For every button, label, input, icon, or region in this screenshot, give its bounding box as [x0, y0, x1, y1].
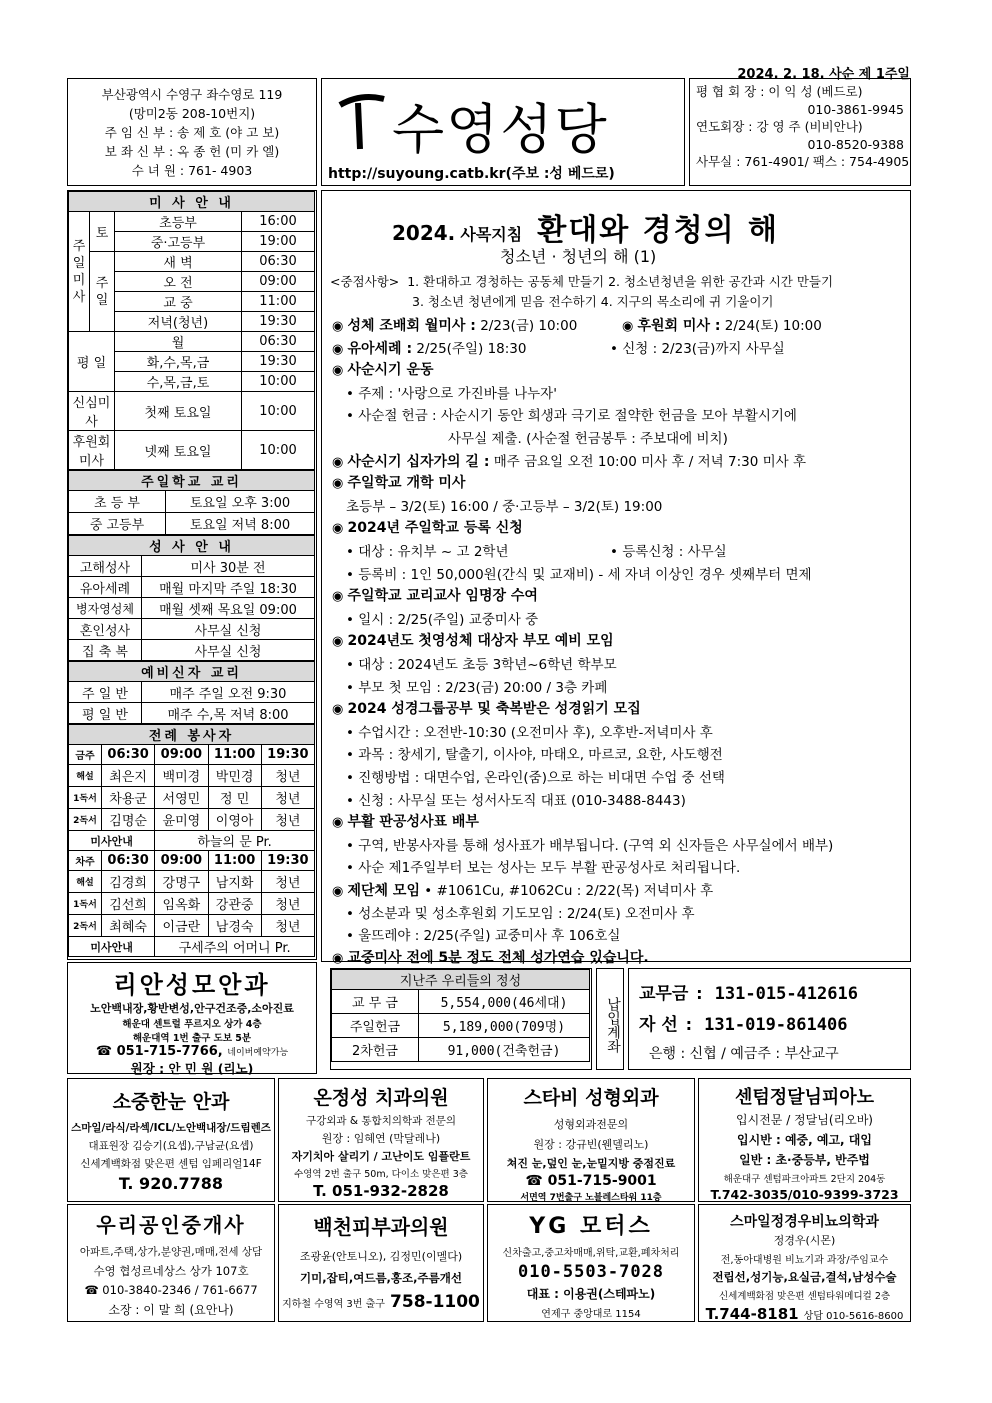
ad-line: 일반 : 초·중등부, 반주법: [739, 1153, 870, 1167]
notice-text: 매주 금요일 오전 10:00 미사 후 / 저녁 7:30 미사 후: [489, 453, 807, 470]
notice-heading: [332, 585, 538, 605]
offering-amount: 91,000(건축헌금): [419, 1038, 590, 1062]
time-header: 11:00: [208, 745, 261, 765]
notice-detail: [346, 495, 662, 515]
server-name: 청년: [261, 787, 314, 809]
ad-dermatology: [278, 1204, 484, 1322]
ad-dental: [278, 1078, 484, 1202]
ad-line: 조광윤(안토니오), 김정민(이멜다): [299, 1250, 463, 1263]
mass-time: 10:00: [242, 372, 315, 392]
catechumen-time: 매주 주일 오전 9:30: [142, 682, 315, 703]
offering-type: 2차헌금: [332, 1038, 419, 1062]
server-name: 청년: [261, 915, 314, 937]
ad-line: 대표 : 이용권(스테파노): [526, 1287, 656, 1301]
bullet-icon: ◉: [332, 319, 348, 334]
ad-realtor: [67, 1204, 275, 1322]
notice-text: • 등록비 : 1인 50,000원(간식 및 교재비) - 세 자녀 이상인 경우 셋째부터 면제: [346, 566, 812, 583]
server-name: 강관중: [208, 893, 261, 915]
ad-line: 서면역 7번출구 노블레스타워 11층: [520, 1193, 662, 1202]
ad-line: 아파트,주택,상가,분양권,매매,전세 상담: [79, 1246, 263, 1258]
server-name: 박민경: [208, 765, 261, 787]
office-contact: 사무실 : 761-4901/ 팩스 : 754-4905: [696, 154, 910, 169]
bullet-icon: ◉: [332, 521, 348, 537]
notice-text: • 대상 : 2024년도 초등 3학년~6학년 학부모: [346, 657, 617, 673]
pastor-info: 주 임 신 부 : 송 제 호 (야 고 보): [104, 125, 280, 140]
notice-heading: [332, 879, 713, 900]
notice-detail: [346, 653, 617, 673]
offering-amount: 5,554,000(46세대): [419, 990, 590, 1014]
school-time: 토요일 오후 3:00: [166, 491, 315, 513]
parish-url[interactable]: http://suyoung.catb.kr: [328, 166, 506, 182]
ad-line: 전,동아대병원 비뇨기과 과장/주임교수: [720, 1255, 889, 1266]
server-name: 청년: [261, 765, 314, 787]
clinic-title: 리안성모안과: [113, 971, 271, 999]
ad-line: 수영 협성르네상스 상가 107호: [93, 1264, 249, 1278]
notice-text: 2/24(토) 10:00: [720, 318, 822, 334]
ad-title: 스타비 성형외과: [523, 1087, 659, 1109]
ad-plastic-surgery: [487, 1078, 695, 1202]
server-name: 차용군: [102, 787, 155, 809]
guide-group: 하늘의 문 Pr.: [155, 831, 315, 851]
saturday-label: 토: [90, 212, 115, 252]
notice-detail: [346, 789, 686, 809]
mass-name: 화,수,목,금: [115, 352, 242, 372]
notice-text: • 일시 : 2/25(주일) 교중미사 중: [346, 611, 539, 628]
notice-detail: [346, 856, 740, 876]
notice-text: 2/23(금) 10:00: [475, 318, 578, 334]
notice-detail: [346, 721, 713, 741]
notice-detail: [346, 608, 538, 628]
notice-title: 2024 성경그룹공부 및 축복받은 성경읽기 모집: [347, 701, 641, 718]
notice-text: • 진행방법 : 대면수업, 온라인(줌)으로 하는 비대면 수업 중 선택: [346, 770, 725, 786]
ad-line: 전립선,성기능,요실금,결석,남성수술: [712, 1270, 897, 1284]
notice-text: • 수업시간 : 오전반-10:30 (오전미사 후), 오후반-저녁미사 후: [346, 724, 713, 741]
notice-title: 사순시기 운동: [347, 362, 434, 379]
liturgy-servers-table: [68, 724, 315, 957]
sacraments-table: [68, 535, 315, 661]
notice-text: • 등록신청 : 사무실: [610, 544, 727, 560]
notice-title: 교중미사 전에 5분 정도 전체 성가연습 있습니다.: [347, 949, 649, 966]
focus-label: <중점사항>: [330, 274, 400, 289]
catechumen-time: 매주 수,목 저녁 8:00: [142, 703, 315, 724]
clinic-services: 노안백내장,황반변성,안구건조증,소아진료: [90, 1002, 294, 1015]
ad-line: 정경우(시몬): [773, 1234, 836, 1247]
ad-line: 입시반 : 예중, 예고, 대입: [737, 1133, 872, 1147]
notice-detail: [346, 834, 833, 854]
bullet-icon: ◉: [622, 319, 638, 334]
bullet-icon: ◉: [332, 454, 348, 470]
ad-line: 자기치아 살리기 / 고난이도 임플란트: [291, 1150, 471, 1163]
ad-phone: 010-5503-7028: [517, 1262, 665, 1282]
notice-title: 2024년도 첫영성체 대상자 부모 예비 모임: [347, 633, 614, 650]
sunday-school-table: [68, 470, 315, 535]
ad-phone: T. 051-932-2828: [313, 1182, 449, 1200]
sacrament-name: 집 축 복: [69, 640, 142, 661]
ad-title: 온정성 치과의원: [313, 1087, 449, 1109]
mass-time: 16:00: [242, 212, 315, 232]
catechumen-table: [68, 661, 315, 724]
focus-items-1: 1. 환대하고 경청하는 공동체 만들기 2. 청소년청년을 위한 공간과 시간 만들기: [407, 274, 834, 289]
offering-amount: 5,189,000(709명): [419, 1014, 590, 1038]
server-name: 강명구: [155, 871, 208, 893]
ad-title: 백천피부과의원: [313, 1215, 449, 1239]
guide-group: 구세주의 어머니 Pr.: [155, 937, 315, 957]
time-header: 09:00: [155, 851, 208, 871]
cochair-info: 연도회장 : 강 영 주 (비비안나): [696, 119, 863, 134]
address-line1: 부산광역시 수영구 좌수영로 119: [101, 87, 283, 102]
ad-line: 구강외과 & 통합치의학과 전문의: [305, 1115, 457, 1127]
mass-time: 06:30: [242, 252, 315, 272]
time-header: 06:30: [102, 745, 155, 765]
ad-phone: T.742-3035/010-9399-3723: [710, 1187, 899, 1202]
offering-type: 주일헌금: [332, 1014, 419, 1038]
notice-heading: [332, 517, 523, 537]
notice-text: 초등부 – 3/2(토) 16:00 / 중·고등부 – 3/2(토) 19:00: [346, 498, 663, 515]
notice-heading: [332, 359, 434, 379]
notice-title: 주일학교 개학 미사: [347, 475, 466, 492]
ad-piano: [698, 1078, 911, 1202]
offering-type: 교 무 금: [332, 990, 419, 1014]
server-name: 김선희: [102, 893, 155, 915]
notice-detail: [448, 427, 728, 447]
notice-right: [610, 337, 785, 357]
catechumen-title: 예비신자 교리: [69, 662, 315, 682]
pay-account-label: 납입계좌: [596, 968, 624, 1070]
left-schedule-column: [67, 190, 317, 960]
ad-line: 연제구 중앙대로 1154: [541, 1309, 641, 1320]
server-name: 이금란: [155, 915, 208, 937]
week-label: 차주: [69, 851, 102, 871]
special-mass-name: 신심미사: [69, 392, 115, 431]
server-name: 윤미영: [155, 809, 208, 831]
notice-detail: [346, 902, 695, 922]
sacraments-title: 성 사 안 내: [69, 536, 315, 556]
mass-time: 19:00: [242, 232, 315, 252]
parish-name-logo: 수영성당: [392, 98, 609, 161]
catechumen-class: 평 일 반: [69, 703, 142, 724]
ad-footer: [279, 1292, 483, 1312]
offering-table: [331, 969, 590, 1062]
notice-text: • 성소분과 및 성소후원회 기도모임 : 2/24(토) 오전미사 후: [346, 905, 695, 922]
mass-time: 06:30: [242, 332, 315, 352]
server-name: 남지화: [208, 871, 261, 893]
school-group: 초 등 부: [69, 491, 166, 513]
ad-line: 원장 : 임혜연 (막달레나): [321, 1132, 441, 1145]
notice-detail: [346, 382, 557, 402]
mass-name: 교 중: [115, 292, 242, 312]
ad-phone: 758-1100: [390, 1292, 480, 1312]
role-label: 1독서: [69, 787, 102, 809]
special-mass-day: 첫째 토요일: [115, 392, 242, 431]
ad-line: 지하철 수영역 3번 출구: [282, 1299, 385, 1310]
sacrament-name: 병자영성체: [69, 598, 142, 619]
mass-time: 19:30: [242, 352, 315, 372]
ad-line: 신세계백화점 맞은편 센텀타워메디컬 2층: [718, 1291, 891, 1302]
notice-text: • 사순 제1주일부터 보는 성사는 모두 부활 판공성사로 처리됩니다.: [346, 860, 741, 877]
server-name: 정 민: [208, 787, 261, 809]
school-group: 중 고등부: [69, 513, 166, 535]
mass-name: 새 벽: [115, 252, 242, 272]
notice-detail: [346, 924, 620, 944]
mass-name: 오 전: [115, 272, 242, 292]
sacrament-name: 혼인성사: [69, 619, 142, 640]
notice-text: • 과목 : 창세기, 탈출기, 이사야, 마태오, 마르코, 요한, 사도행전: [346, 747, 723, 764]
notice-title: 제단체 모임: [347, 883, 420, 899]
ad-line: 기미,잡티,여드름,홍조,주름개선: [300, 1271, 462, 1285]
ad-line: 입시전문 / 정달님(리오바): [736, 1113, 873, 1127]
headline-year: 2024.: [392, 221, 456, 245]
lian-clinic-ad: [67, 962, 317, 1074]
ad-phone: ☎ 010-3840-2346 / 761-6677: [84, 1283, 258, 1297]
sunday-school-title: 주일학교 교리: [69, 471, 315, 491]
server-name: 김경희: [102, 871, 155, 893]
ad-phone: T. 920.7788: [118, 1174, 224, 1193]
role-label: 해설: [69, 765, 102, 787]
headline-theme: 환대와 경청의 해: [537, 213, 780, 248]
mass-time: 09:00: [242, 272, 315, 292]
notice-title: 주일학교 교리교사 임명장 수여: [347, 588, 538, 605]
ad-line: 스마일/라식/라섹/ICL/노안백내장/드림렌즈: [71, 1122, 271, 1134]
notice-text: 사무실 제출. (사순절 헌금봉투 : 주보대에 비치): [448, 431, 728, 447]
notice-title: 성체 조배회 월미사 :: [347, 318, 476, 334]
sacrament-info: 사무실 신청: [142, 619, 315, 640]
notice-heading: [332, 450, 806, 471]
ad-line: 성형외과전문의: [553, 1118, 629, 1131]
ad-urology: [698, 1204, 911, 1322]
time-header: 19:30: [261, 851, 314, 871]
ad-line: 쳐진 눈,덮인 눈,눈밑지방 중점진료: [506, 1157, 676, 1170]
bullet-icon: ◉: [332, 363, 348, 379]
server-name: 이영아: [208, 809, 261, 831]
sacrament-name: 유아세례: [69, 577, 142, 598]
weekday-label: 평 일: [69, 332, 115, 392]
bullet-icon: ◉: [332, 884, 348, 899]
role-label: 해설: [69, 871, 102, 893]
contacts-box: [689, 78, 911, 186]
account-dues-number: : 131-015-412616: [694, 984, 858, 1004]
ad-line: 원장 : 강규빈(웬델리노): [533, 1138, 649, 1151]
sacrament-info: 매월 셋째 목요일 09:00: [142, 598, 315, 619]
ad-title: 소중한눈 안과: [112, 1091, 230, 1113]
bullet-icon: ◉: [332, 702, 348, 718]
notice-heading: [332, 472, 465, 492]
bulletin-patron: (주보 :성 베드로): [505, 166, 615, 182]
time-header: 19:30: [261, 745, 314, 765]
sunday-label: 주 일: [90, 252, 115, 332]
bullet-icon: ◉: [332, 815, 348, 831]
chair-phone: 010-3861-9945: [807, 101, 904, 117]
guide-label: 미사안내: [69, 831, 155, 851]
clinic-directions: 해운대역 1번 출구 도보 5분: [132, 1033, 252, 1044]
account-box: [628, 968, 911, 1070]
ad-title: 센텀정달님피아노: [734, 1087, 875, 1108]
main-headline: [392, 205, 779, 249]
notice-title: 후원회 미사 :: [637, 318, 721, 334]
ad-phone: T.744-8181: [705, 1305, 799, 1322]
mass-schedule-table: [68, 191, 315, 470]
notice-text: • 신청 : 사무실 또는 성서사도직 대표 (010-3488-8443): [346, 792, 686, 809]
account-charity-number: : 131-019-861406: [683, 1015, 848, 1035]
notice-text: 2/25(주일) 18:30: [412, 340, 527, 357]
sacrament-info: 매월 마지막 주일 18:30: [142, 577, 315, 598]
mass-name: 수,목,금,토: [115, 372, 242, 392]
sunday-mass-label: 주 일 미 사: [69, 212, 90, 332]
bullet-icon: ◉: [332, 476, 348, 492]
server-name: 청년: [261, 809, 314, 831]
offering-box: [330, 968, 592, 1070]
notice-text: • 신청 : 2/23(금)까지 사무실: [610, 340, 785, 357]
ad-line: 소장 : 이 말 희 (요안나): [108, 1303, 234, 1317]
notice-text: • 사순절 헌금 : 사순시기 동안 희생과 극기로 절약한 헌금을 모아 부활시기에: [346, 408, 797, 425]
notice-detail: [346, 563, 812, 583]
nun-info: 수 녀 원 : 761- 4903: [131, 163, 253, 178]
notice-text: • 울뜨레야 : 2/25(주일) 교중미사 후 106호실: [346, 928, 621, 945]
notice-right: [622, 314, 822, 335]
clinic-phone: ☎ 051-715-7766,: [95, 1044, 223, 1059]
assistant-info: 보 좌 신 부 : 옥 종 헌 (미 카 엘): [104, 144, 280, 159]
special-mass-day: 넷째 토요일: [115, 431, 242, 470]
headline-small: 사목지침: [460, 225, 523, 244]
notice-heading: [332, 314, 577, 335]
role-label: 2독서: [69, 809, 102, 831]
server-name: 서영민: [155, 787, 208, 809]
ad-title: YG 모터스: [529, 1214, 653, 1239]
role-label: 1독서: [69, 893, 102, 915]
server-name: 임옥화: [155, 893, 208, 915]
notice-heading: [332, 947, 649, 967]
notice-right: [610, 540, 727, 560]
mass-title: 미 사 안 내: [69, 192, 315, 212]
special-mass-time: 10:00: [242, 392, 315, 431]
special-mass-time: 10:00: [242, 431, 315, 470]
mass-name: 월: [115, 332, 242, 352]
notice-detail: [346, 540, 509, 560]
special-mass-name: 후원회미사: [69, 431, 115, 470]
mass-name: 중·고등부: [115, 232, 242, 252]
server-name: 남경숙: [208, 915, 261, 937]
notice-detail: [346, 743, 723, 763]
offering-title: 지난주 우리들의 정성: [332, 970, 590, 990]
ad-footer: [699, 1304, 910, 1322]
notice-text: • 대상 : 유치부 ~ 고 2학년: [346, 544, 509, 560]
server-name: 청년: [261, 893, 314, 915]
notice-heading: [332, 630, 614, 650]
address-line2: (망미2동 208-10번지): [128, 106, 256, 121]
chair-info: 평 협 회 장 : 이 익 성 (베드로): [696, 84, 863, 99]
clinic-director: 원장 : 안 민 원 (리노): [130, 1061, 254, 1076]
mass-time: 11:00: [242, 292, 315, 312]
ad-line: 신차출고,중고차매매,위탁,교환,폐차처리: [502, 1248, 680, 1259]
server-name: 백미경: [155, 765, 208, 787]
servers-title: 전례 봉사자: [69, 725, 315, 745]
ad-line: 수영역 2번 출구 50m, 다이소 맞은편 3층: [294, 1169, 468, 1180]
server-name: 김명순: [102, 809, 155, 831]
server-name: 청년: [261, 871, 314, 893]
bullet-icon: ◉: [332, 589, 348, 605]
time-header: 06:30: [102, 851, 155, 871]
sacrament-info: 미사 30분 전: [142, 556, 315, 577]
bulletin-date: 2024. 2. 18. 사순 제 1주일: [737, 67, 910, 82]
focus-line1: [330, 272, 833, 290]
ad-eye-clinic: [67, 1078, 275, 1202]
time-header: 11:00: [208, 851, 261, 871]
account-charity-label: 자 선: [639, 1015, 678, 1035]
role-label: 2독서: [69, 915, 102, 937]
mass-name: 저녁(청년): [115, 312, 242, 332]
notice-title: 유아세례 :: [347, 340, 413, 357]
bullet-icon: ◉: [332, 950, 348, 966]
school-time: 토요일 저녁 8:00: [166, 513, 315, 535]
clinic-phone-note: 네이버예약가능: [227, 1048, 289, 1058]
notice-title: 사순시기 십자가의 길 :: [347, 453, 490, 470]
ad-line: 상담 010-5616-8600: [803, 1311, 904, 1322]
account-dues: [639, 979, 900, 1004]
notice-text: • #1061Cu, #1062Cu : 2/22(목) 저녁미사 후: [419, 883, 714, 899]
cochair-phone: 010-8520-9388: [807, 136, 904, 152]
notice-title: 부활 판공성사표 배부: [347, 814, 479, 831]
sacrament-name: 고해성사: [69, 556, 142, 577]
parish-logo-box: [321, 78, 685, 186]
ad-motors: [487, 1204, 695, 1322]
ad-title: 스마일정경우비뇨의학과: [730, 1214, 879, 1230]
ad-phone: ☎ 051-715-9001: [525, 1173, 657, 1189]
notice-title: 2024년 주일학교 등록 신청: [347, 520, 523, 537]
week-label: 금주: [69, 745, 102, 765]
time-header: 09:00: [155, 745, 208, 765]
subhead: 청소년 · 청년의 해 (1): [500, 247, 657, 266]
ad-line: 대표원장 김승기(요셉),구남균(요셉): [88, 1140, 254, 1152]
logo-footer: [328, 163, 615, 183]
notice-text: • 부모 첫 모임 : 2/23(금) 20:00 / 3층 카페: [346, 679, 608, 696]
logo-mark-icon: [336, 85, 396, 155]
server-name: 최은지: [102, 765, 155, 787]
server-name: 최혜숙: [102, 915, 155, 937]
notice-heading: [332, 337, 526, 358]
ad-title: 우리공인중개사: [96, 1213, 246, 1237]
notice-detail: [346, 676, 607, 696]
focus-items-2: 3. 청소년 청년에게 믿음 전수하기 4. 지구의 목소리에 귀 기울이기: [412, 294, 774, 309]
clinic-phone-line: [68, 1044, 316, 1059]
mass-name: 초등부: [115, 212, 242, 232]
guide-label: 미사안내: [69, 937, 155, 957]
notice-text: • 주제 : '사랑으로 가진바를 나누자': [346, 385, 557, 402]
ad-line: 신세계백화점 맞은편 센텀 임페리얼14F: [80, 1158, 262, 1170]
ad-line: 해운대구 센텀파크아파트 2단지 204동: [723, 1174, 886, 1185]
parish-address-box: [67, 78, 317, 186]
notice-detail: [346, 766, 725, 786]
catechumen-class: 주 일 반: [69, 682, 142, 703]
bullet-icon: ◉: [332, 341, 348, 357]
bullet-icon: ◉: [332, 634, 348, 650]
account-dues-label: 교무금: [639, 984, 689, 1004]
account-charity: [639, 1010, 900, 1035]
bank-info: 은행 : 신협 / 예금주 : 부산교구: [649, 1046, 839, 1062]
notice-text: • 구역, 반봉사자를 통해 성사표가 배부됩니다. (구역 외 신자들은 사무실에서 배부): [346, 837, 834, 854]
notice-heading: [332, 698, 641, 718]
notice-heading: [332, 811, 479, 831]
mass-time: 19:30: [242, 312, 315, 332]
clinic-address: 해운대 센트럴 푸르지오 상가 4층: [122, 1019, 262, 1030]
sacrament-info: 사무실 신청: [142, 640, 315, 661]
notice-detail: [346, 404, 797, 424]
